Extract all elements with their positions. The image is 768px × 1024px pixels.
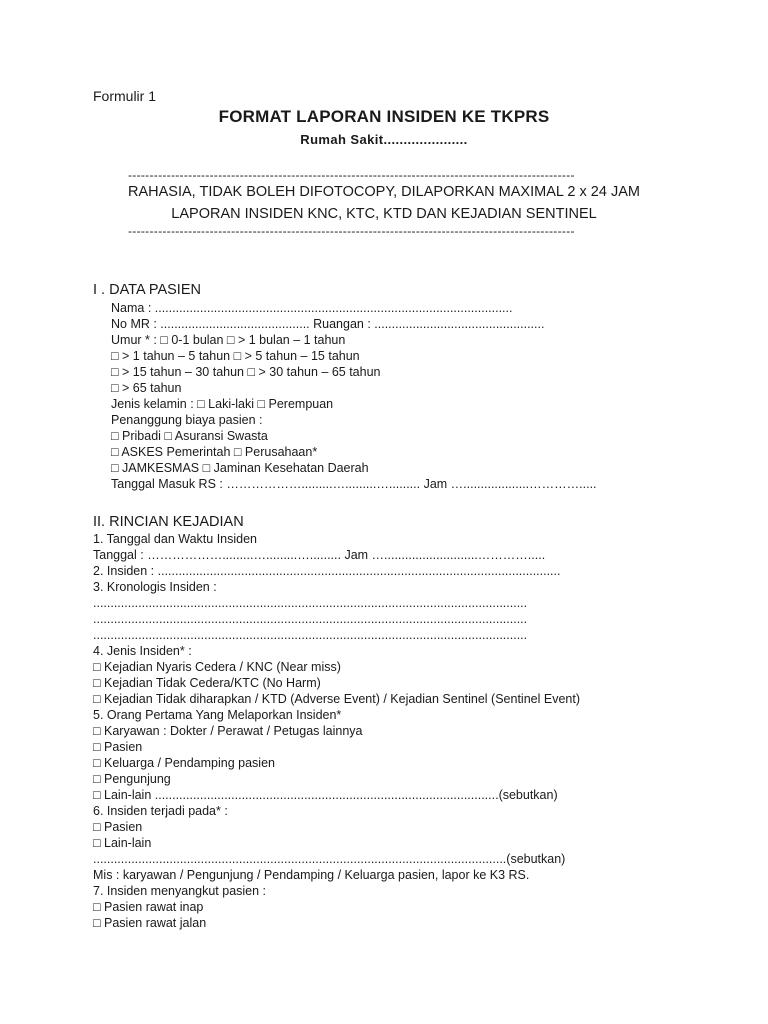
medical-record-line[interactable]: No MR : ........................................... Ruangan : ................................................. [111, 317, 545, 331]
incident-type-option[interactable]: □ Kejadian Tidak diharapkan / KTD (Adverse Event) / Kejadian Sentinel (Sentinel Event) [93, 692, 580, 706]
patient-name-line[interactable]: Nama : ....................................................................................................... [111, 301, 513, 315]
chronology-field-line[interactable]: ............................................................................................................................. [93, 612, 528, 626]
form-title: FORMAT LAPORAN INSIDEN KE TKPRS [218, 107, 550, 126]
incident-type-option[interactable]: □ Kejadian Nyaris Cedera / KNC (Near miss) [93, 660, 341, 674]
gender-options-line[interactable]: Jenis kelamin : □ Laki-laki □ Perempuan [111, 397, 334, 411]
incident-subject-note: Mis : karyawan / Pengunjung / Pendamping / Keluarga pasien, lapor ke K3 RS. [93, 868, 530, 882]
first-reporter-option[interactable]: □ Pengunjung [93, 772, 171, 786]
incident-type-option[interactable]: □ Kejadian Tidak Cedera/KTC (No Harm) [93, 676, 321, 690]
section-patient-data-title: I . DATA PASIEN [93, 282, 201, 298]
admission-date-line[interactable]: Tanggal Masuk RS : ……………….........….........…......... Jam …...................…………..... [111, 477, 597, 491]
divider-top: -------------------------------------------------------------------------------------------------------- [128, 168, 575, 182]
hospital-name-line: Rumah Sakit..................... [300, 132, 468, 147]
age-options-line[interactable]: □ > 15 tahun – 30 tahun □ > 30 tahun – 65 tahun [111, 365, 381, 379]
form-number: Formulir 1 [93, 88, 157, 104]
divider-bottom: -------------------------------------------------------------------------------------------------------- [128, 224, 575, 238]
incident-subject-option[interactable]: □ Lain-lain [93, 836, 152, 850]
payer-options-line[interactable]: □ Pribadi □ Asuransi Swasta [111, 429, 268, 443]
incident-subject-specify-line[interactable]: .......................................................................................................................(sebutkan) [93, 852, 566, 866]
incident-datetime-label: 1. Tanggal dan Waktu Insiden [93, 532, 258, 546]
first-reporter-option[interactable]: □ Pasien [93, 740, 143, 754]
first-reporter-label: 5. Orang Pertama Yang Melaporkan Insiden* [93, 708, 342, 722]
age-options-line[interactable]: Umur * : □ 0-1 bulan □ > 1 bulan – 1 tahun [111, 333, 346, 347]
incident-subject-option[interactable]: □ Pasien [93, 820, 143, 834]
first-reporter-option[interactable]: □ Keluarga / Pendamping pasien [93, 756, 275, 770]
chronology-field-line[interactable]: ............................................................................................................................. [93, 628, 528, 642]
incident-date-line[interactable]: Tanggal : ……………….........….........…......... Jam …...........................…………..... [93, 548, 546, 562]
confidential-notice: RAHASIA, TIDAK BOLEH DIFOTOCOPY, DILAPORKAN MAXIMAL 2 x 24 JAM [128, 184, 640, 200]
report-type-notice: LAPORAN INSIDEN KNC, KTC, KTD DAN KEJADIAN SENTINEL [171, 206, 597, 222]
chronology-label: 3. Kronologis Insiden : [93, 580, 217, 594]
chronology-field-line[interactable]: ............................................................................................................................. [93, 596, 528, 610]
incident-subject-label: 6. Insiden terjadi pada* : [93, 804, 228, 818]
incident-line[interactable]: 2. Insiden : .................................................................................................................... [93, 564, 561, 578]
payer-options-line[interactable]: □ JAMKESMAS □ Jaminan Kesehatan Daerah [111, 461, 369, 475]
age-options-line[interactable]: □ > 1 tahun – 5 tahun □ > 5 tahun – 15 tahun [111, 349, 360, 363]
incident-type-label: 4. Jenis Insiden* : [93, 644, 192, 658]
payer-label: Penanggung biaya pasien : [111, 413, 263, 427]
first-reporter-option[interactable]: □ Lain-lain ...................................................................................................(sebutkan) [93, 788, 558, 802]
patient-involved-option[interactable]: □ Pasien rawat jalan [93, 916, 207, 930]
first-reporter-option[interactable]: □ Karyawan : Dokter / Perawat / Petugas lainnya [93, 724, 363, 738]
section-incident-detail-title: II. RINCIAN KEJADIAN [93, 514, 244, 530]
patient-involved-option[interactable]: □ Pasien rawat inap [93, 900, 204, 914]
age-options-line[interactable]: □ > 65 tahun [111, 381, 182, 395]
patient-involved-label: 7. Insiden menyangkut pasien : [93, 884, 267, 898]
payer-options-line[interactable]: □ ASKES Pemerintah □ Perusahaan* [111, 445, 318, 459]
